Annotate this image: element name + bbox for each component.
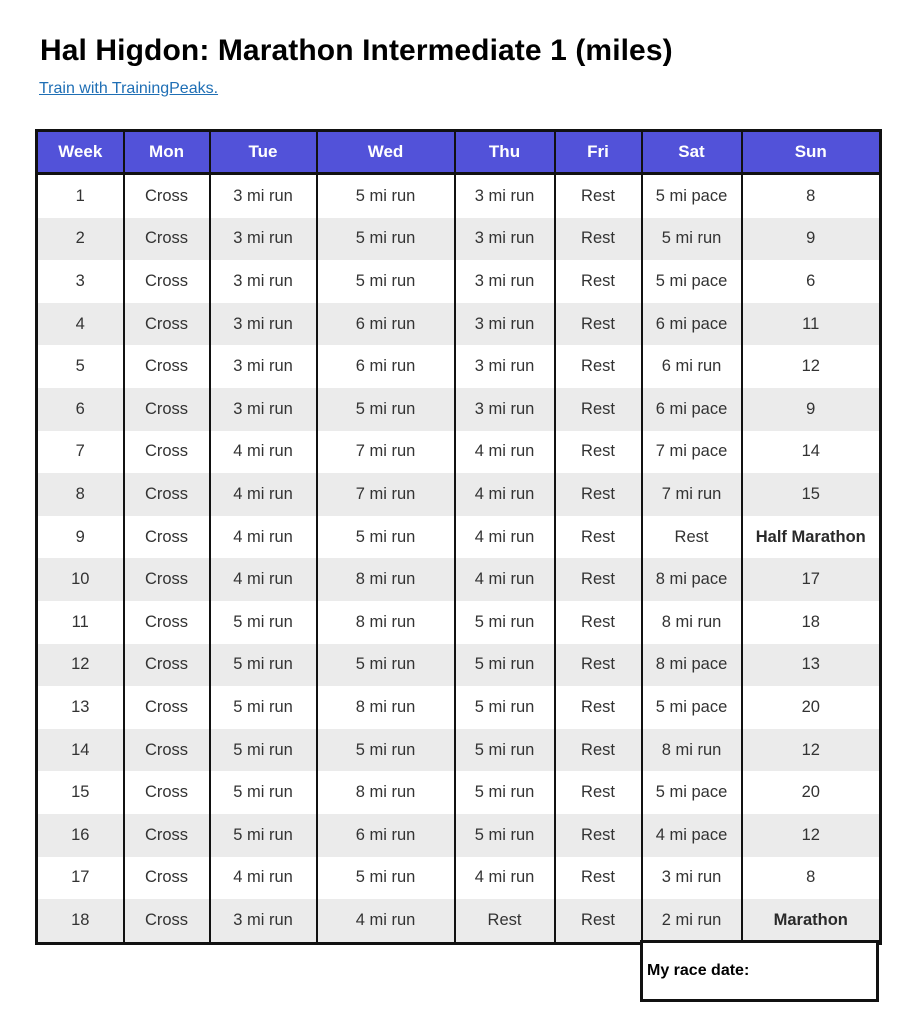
table-row [37, 218, 881, 261]
cell-sat: 8 mi pace [642, 644, 742, 687]
cell-sat: 8 mi run [642, 729, 742, 772]
cell-thu: 4 mi run [455, 516, 555, 559]
cell-sun: 12 [742, 729, 881, 772]
cell-fri: Rest [555, 303, 642, 346]
cell-mon: Cross [124, 729, 210, 772]
cell-week: 11 [37, 601, 124, 644]
cell-tue: 5 mi run [210, 644, 317, 687]
table-row [37, 260, 881, 303]
table-row [37, 388, 881, 431]
cell-week: 8 [37, 473, 124, 516]
cell-sun: 20 [742, 686, 881, 729]
cell-tue: 4 mi run [210, 857, 317, 900]
cell-tue: 5 mi run [210, 686, 317, 729]
cell-week: 1 [37, 174, 124, 218]
cell-week: 14 [37, 729, 124, 772]
cell-sat: 5 mi pace [642, 174, 742, 218]
cell-sat: 5 mi pace [642, 686, 742, 729]
table-row [37, 174, 881, 218]
header-sat: Sat [642, 131, 742, 174]
cell-wed: 6 mi run [317, 345, 455, 388]
cell-fri: Rest [555, 260, 642, 303]
table-row [37, 644, 881, 687]
cell-week: 7 [37, 431, 124, 474]
cell-sat: 7 mi run [642, 473, 742, 516]
cell-fri: Rest [555, 814, 642, 857]
cell-thu: 3 mi run [455, 174, 555, 218]
page-title: Hal Higdon: Marathon Intermediate 1 (miles) [40, 34, 673, 67]
cell-week: 15 [37, 771, 124, 814]
cell-wed: 5 mi run [317, 644, 455, 687]
cell-sun: 18 [742, 601, 881, 644]
cell-thu: 3 mi run [455, 260, 555, 303]
cell-thu: 5 mi run [455, 729, 555, 772]
cell-thu: 5 mi run [455, 686, 555, 729]
cell-wed: 6 mi run [317, 814, 455, 857]
table-row [37, 303, 881, 346]
cell-sun: 20 [742, 771, 881, 814]
cell-mon: Cross [124, 345, 210, 388]
cell-mon: Cross [124, 771, 210, 814]
cell-fri: Rest [555, 473, 642, 516]
cell-fri: Rest [555, 388, 642, 431]
cell-mon: Cross [124, 857, 210, 900]
cell-mon: Cross [124, 601, 210, 644]
cell-wed: 5 mi run [317, 174, 455, 218]
cell-wed: 5 mi run [317, 729, 455, 772]
cell-fri: Rest [555, 729, 642, 772]
table-row [37, 601, 881, 644]
cell-sat: 2 mi run [642, 899, 742, 943]
cell-sat: 5 mi pace [642, 771, 742, 814]
header-thu: Thu [455, 131, 555, 174]
cell-week: 5 [37, 345, 124, 388]
cell-tue: 3 mi run [210, 345, 317, 388]
cell-sun: 8 [742, 174, 881, 218]
cell-thu: 4 mi run [455, 431, 555, 474]
table-row [37, 814, 881, 857]
cell-wed: 6 mi run [317, 303, 455, 346]
cell-fri: Rest [555, 899, 642, 943]
table-row [37, 857, 881, 900]
table-row [37, 431, 881, 474]
cell-thu: 5 mi run [455, 644, 555, 687]
header-mon: Mon [124, 131, 210, 174]
cell-week: 18 [37, 899, 124, 943]
cell-thu: 3 mi run [455, 218, 555, 261]
trainingpeaks-link[interactable]: Train with TrainingPeaks. [39, 80, 219, 97]
training-plan-table [35, 129, 882, 945]
table-body [37, 174, 881, 944]
header-week: Week [37, 131, 124, 174]
header-fri: Fri [555, 131, 642, 174]
cell-sun: 17 [742, 558, 881, 601]
cell-sun: 6 [742, 260, 881, 303]
cell-sat: 8 mi pace [642, 558, 742, 601]
cell-sun: 9 [742, 218, 881, 261]
cell-sun: 14 [742, 431, 881, 474]
cell-wed: 7 mi run [317, 473, 455, 516]
header-sun: Sun [742, 131, 881, 174]
race-date-label: My race date: [647, 962, 750, 979]
cell-week: 9 [37, 516, 124, 559]
cell-wed: 5 mi run [317, 260, 455, 303]
cell-sat: 3 mi run [642, 857, 742, 900]
cell-tue: 4 mi run [210, 558, 317, 601]
cell-week: 13 [37, 686, 124, 729]
cell-tue: 3 mi run [210, 260, 317, 303]
cell-tue: 3 mi run [210, 899, 317, 943]
cell-wed: 5 mi run [317, 857, 455, 900]
cell-tue: 5 mi run [210, 729, 317, 772]
table-row [37, 345, 881, 388]
cell-mon: Cross [124, 814, 210, 857]
table-row [37, 686, 881, 729]
cell-fri: Rest [555, 686, 642, 729]
cell-mon: Cross [124, 260, 210, 303]
cell-week: 2 [37, 218, 124, 261]
table-row [37, 473, 881, 516]
cell-thu: 5 mi run [455, 814, 555, 857]
cell-sun: 9 [742, 388, 881, 431]
cell-sat: 5 mi pace [642, 260, 742, 303]
cell-wed: 5 mi run [317, 516, 455, 559]
cell-mon: Cross [124, 899, 210, 943]
cell-sun: 12 [742, 345, 881, 388]
cell-fri: Rest [555, 345, 642, 388]
cell-tue: 4 mi run [210, 516, 317, 559]
table-row [37, 771, 881, 814]
cell-week: 6 [37, 388, 124, 431]
cell-tue: 5 mi run [210, 814, 317, 857]
cell-thu: 3 mi run [455, 388, 555, 431]
cell-tue: 4 mi run [210, 431, 317, 474]
cell-mon: Cross [124, 303, 210, 346]
cell-wed: 7 mi run [317, 431, 455, 474]
cell-wed: 5 mi run [317, 388, 455, 431]
cell-sat: 4 mi pace [642, 814, 742, 857]
header-tue: Tue [210, 131, 317, 174]
cell-thu: 5 mi run [455, 771, 555, 814]
cell-wed: 8 mi run [317, 771, 455, 814]
cell-week: 16 [37, 814, 124, 857]
cell-thu: 4 mi run [455, 558, 555, 601]
cell-thu: Rest [455, 899, 555, 943]
cell-sat: 8 mi run [642, 601, 742, 644]
table-row [37, 516, 881, 559]
cell-week: 3 [37, 260, 124, 303]
cell-week: 17 [37, 857, 124, 900]
cell-fri: Rest [555, 558, 642, 601]
cell-fri: Rest [555, 174, 642, 218]
cell-thu: 4 mi run [455, 857, 555, 900]
cell-sat: 6 mi run [642, 345, 742, 388]
cell-thu: 3 mi run [455, 345, 555, 388]
cell-tue: 3 mi run [210, 174, 317, 218]
cell-week: 12 [37, 644, 124, 687]
cell-thu: 4 mi run [455, 473, 555, 516]
cell-wed: 8 mi run [317, 601, 455, 644]
cell-mon: Cross [124, 558, 210, 601]
cell-sat: Rest [642, 516, 742, 559]
cell-sat: 7 mi pace [642, 431, 742, 474]
cell-mon: Cross [124, 174, 210, 218]
cell-sun: 15 [742, 473, 881, 516]
cell-sat: 5 mi run [642, 218, 742, 261]
cell-mon: Cross [124, 686, 210, 729]
cell-thu: 5 mi run [455, 601, 555, 644]
cell-mon: Cross [124, 644, 210, 687]
cell-sun: 13 [742, 644, 881, 687]
cell-fri: Rest [555, 218, 642, 261]
cell-wed: 5 mi run [317, 218, 455, 261]
cell-fri: Rest [555, 771, 642, 814]
cell-sun: 12 [742, 814, 881, 857]
table-row [37, 729, 881, 772]
cell-thu: 3 mi run [455, 303, 555, 346]
cell-fri: Rest [555, 601, 642, 644]
cell-fri: Rest [555, 857, 642, 900]
table-row [37, 899, 881, 943]
cell-mon: Cross [124, 431, 210, 474]
cell-mon: Cross [124, 516, 210, 559]
cell-wed: 4 mi run [317, 899, 455, 943]
race-date-box[interactable] [640, 940, 879, 1002]
cell-sat: 6 mi pace [642, 388, 742, 431]
cell-tue: 3 mi run [210, 388, 317, 431]
cell-tue: 5 mi run [210, 771, 317, 814]
cell-wed: 8 mi run [317, 686, 455, 729]
cell-tue: 5 mi run [210, 601, 317, 644]
cell-mon: Cross [124, 388, 210, 431]
cell-mon: Cross [124, 218, 210, 261]
header-wed: Wed [317, 131, 455, 174]
cell-sun: Marathon [742, 899, 881, 943]
table-header-row [37, 131, 881, 174]
cell-sat: 6 mi pace [642, 303, 742, 346]
cell-fri: Rest [555, 644, 642, 687]
cell-mon: Cross [124, 473, 210, 516]
table-row [37, 558, 881, 601]
cell-week: 10 [37, 558, 124, 601]
cell-week: 4 [37, 303, 124, 346]
cell-sun: 11 [742, 303, 881, 346]
cell-tue: 3 mi run [210, 303, 317, 346]
cell-fri: Rest [555, 431, 642, 474]
cell-sun: 8 [742, 857, 881, 900]
cell-tue: 3 mi run [210, 218, 317, 261]
cell-fri: Rest [555, 516, 642, 559]
cell-sun: Half Marathon [742, 516, 881, 559]
cell-tue: 4 mi run [210, 473, 317, 516]
cell-wed: 8 mi run [317, 558, 455, 601]
